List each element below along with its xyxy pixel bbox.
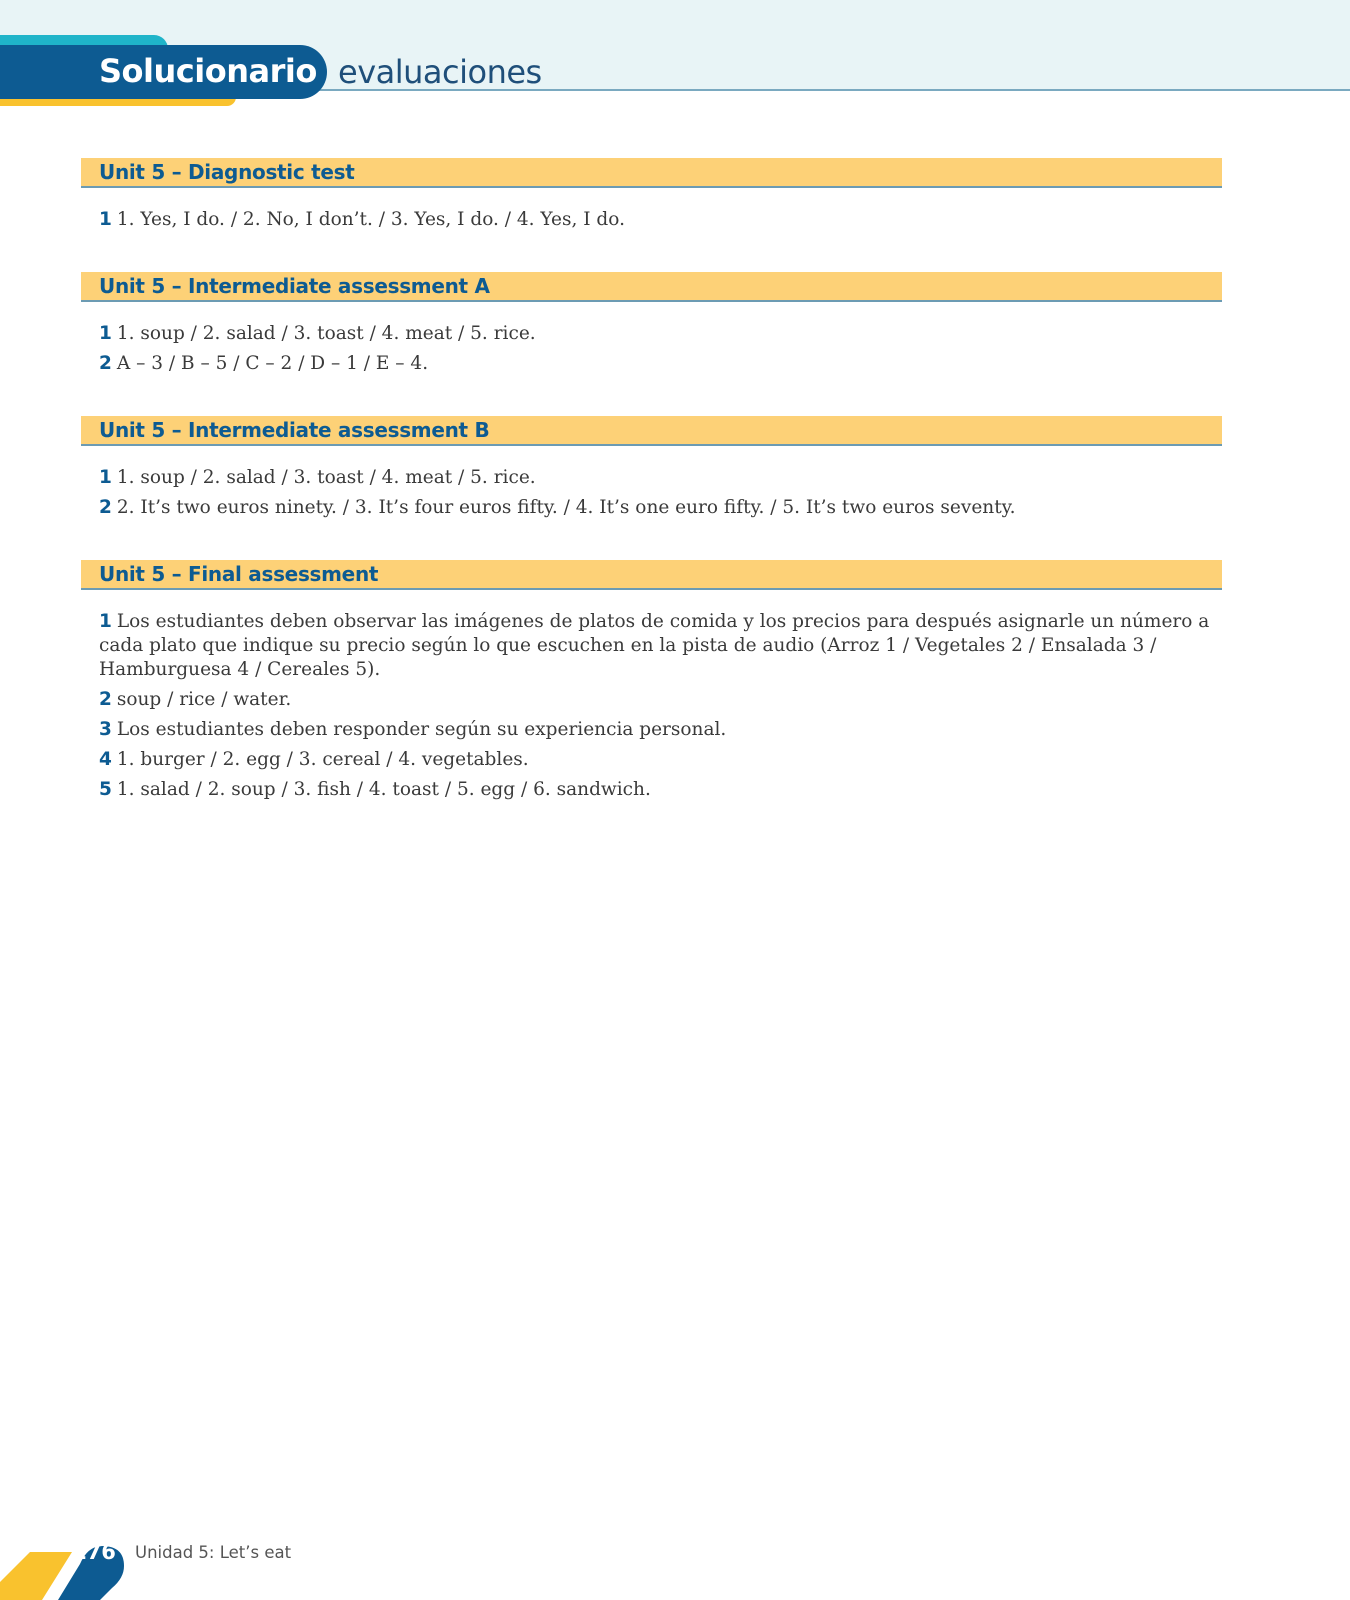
- footer-unit-label: Unidad 5: Let’s eat: [135, 1543, 292, 1562]
- answer-item: [99, 208, 1222, 232]
- answer-list: [81, 610, 1222, 802]
- answer-text: soup / rice / water.: [116, 689, 292, 710]
- answer-text: 1. soup / 2. salad / 3. toast / 4. meat / 5. rice.: [116, 323, 536, 344]
- answer-list: [81, 208, 1222, 232]
- section-intermediate-b: [81, 416, 1222, 520]
- answer-text: 1. burger / 2. egg / 3. cereal / 4. vegetables.: [116, 749, 529, 770]
- answer-number: 1: [99, 611, 112, 632]
- answer-text: 1. soup / 2. salad / 3. toast / 4. meat / 5. rice.: [116, 467, 536, 488]
- section-title: Unit 5 – Final assessment: [81, 560, 1222, 590]
- section-final-assessment: [81, 560, 1222, 802]
- section-title: Unit 5 – Diagnostic test: [81, 158, 1222, 188]
- section-title: Unit 5 – Intermediate assessment B: [81, 416, 1222, 446]
- answer-item: [99, 322, 1222, 346]
- answer-text: Los estudiantes deben responder según su experiencia personal.: [116, 719, 727, 740]
- answer-number: 5: [99, 779, 112, 800]
- answer-number: 2: [99, 497, 112, 518]
- answer-number: 4: [99, 749, 112, 770]
- answer-number: 1: [99, 467, 112, 488]
- answer-list: [81, 466, 1222, 520]
- answer-item: [99, 718, 1222, 742]
- page-title: Solucionario: [99, 52, 317, 90]
- answer-number: 1: [99, 323, 112, 344]
- answer-number: 2: [99, 353, 112, 374]
- answer-text: 1. Yes, I do. / 2. No, I don’t. / 3. Yes, I do. / 4. Yes, I do.: [116, 209, 625, 230]
- section-intermediate-a: [81, 272, 1222, 376]
- answer-number: 1: [99, 209, 112, 230]
- answer-number: 3: [99, 719, 112, 740]
- page-number: 176: [72, 1540, 116, 1564]
- answer-item: [99, 466, 1222, 490]
- answer-text: 2. It’s two euros ninety. / 3. It’s four euros fifty. / 4. It’s one euro fifty. / 5. It’s two euros seventy.: [116, 497, 1016, 518]
- answer-text: Los estudiantes deben observar las imágenes de platos de comida y los precios para después asignarle un número a cada plato que indique su precio según lo que escuchen en la pista de audio (Arroz 1 / Vegetales 2 / Ensalada 3 / Hamburguesa 4 / Cereales 5).: [99, 611, 1210, 680]
- answer-item: [99, 748, 1222, 772]
- answer-text: 1. salad / 2. soup / 3. fish / 4. toast / 5. egg / 6. sandwich.: [116, 779, 651, 800]
- answer-item: [99, 496, 1222, 520]
- answer-number: 2: [99, 689, 112, 710]
- answer-list: [81, 322, 1222, 376]
- page-subtitle: evaluaciones: [338, 53, 542, 91]
- answer-item: [99, 778, 1222, 802]
- answer-item: [99, 352, 1222, 376]
- answer-key: [81, 158, 1222, 802]
- answer-item: [99, 610, 1222, 682]
- section-diagnostic-test: [81, 158, 1222, 232]
- section-title: Unit 5 – Intermediate assessment A: [81, 272, 1222, 302]
- answer-text: A – 3 / B – 5 / C – 2 / D – 1 / E – 4.: [116, 353, 429, 374]
- answer-item: [99, 688, 1222, 712]
